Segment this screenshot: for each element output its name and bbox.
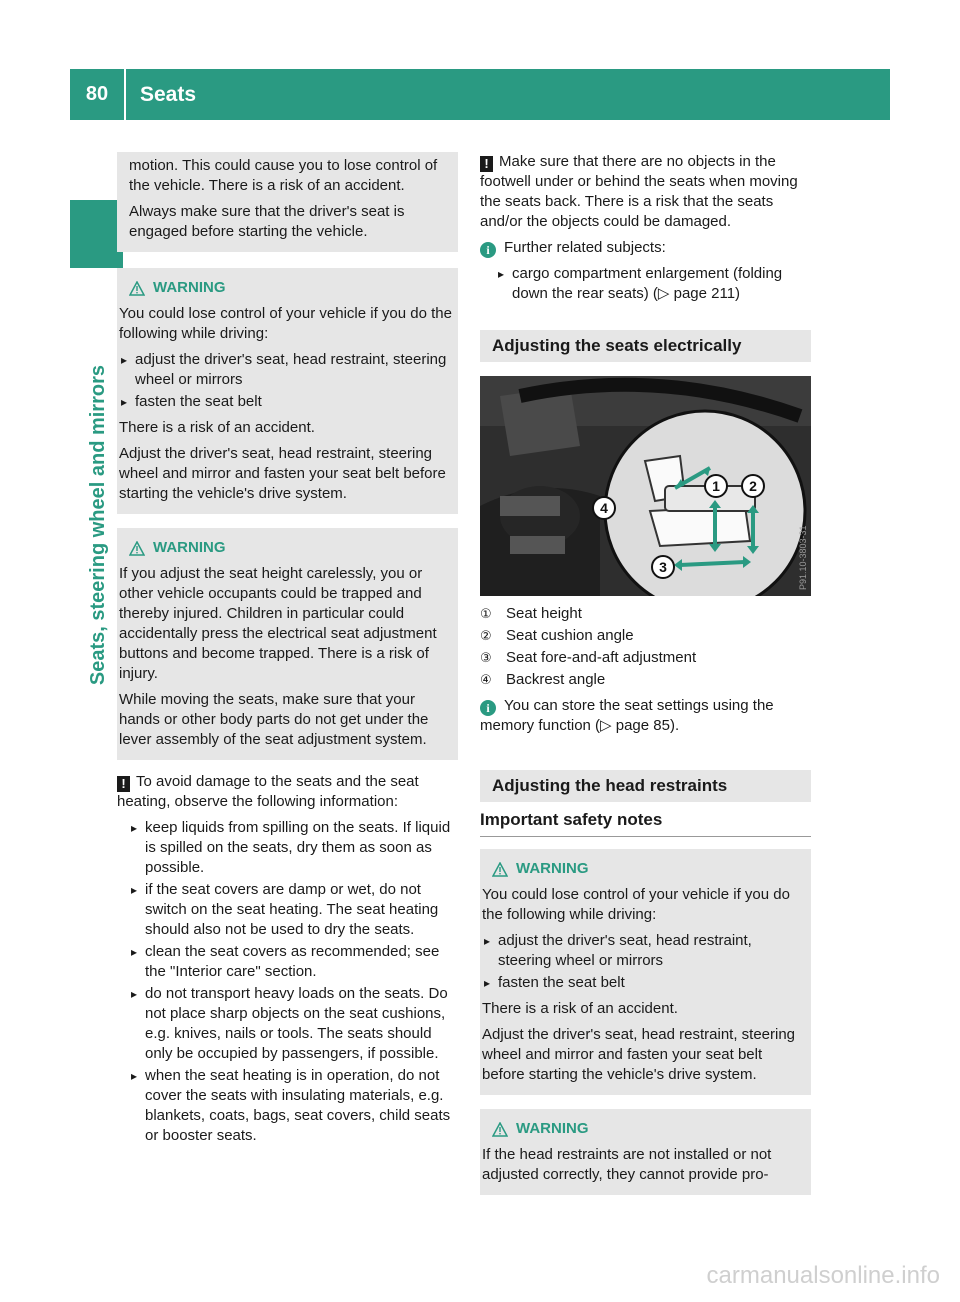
warning-heading — [117, 278, 458, 298]
svg-text:3: 3 — [659, 559, 667, 575]
warning-text: Adjust the driver's seat, head restraint, steering wheel and mirror and fasten your seat belt before starting the vehicle's drive system. — [119, 445, 446, 502]
warning-list — [119, 350, 452, 412]
warning-title: WARNING — [153, 539, 226, 556]
list-item: ▸ fasten the seat belt — [482, 973, 805, 993]
warning-box — [117, 528, 458, 760]
warning-heading — [480, 1119, 811, 1139]
list-item: ▸ clean the seat covers as recommended; see the "Interior care" section. — [129, 942, 458, 982]
figure-code: P91.10-3803-31 — [798, 525, 808, 590]
warning-title: WARNING — [516, 1120, 589, 1137]
page-number: 80 — [70, 69, 126, 120]
warning-text: While moving the seats, make sure that your hands or other body parts do not get under the lever assembly of the seat adjustment system. — [119, 691, 429, 748]
warning-text: If the head restraints are not installed or not adjusted correctly, they cannot provide pro- — [482, 1146, 772, 1183]
list-item: ▸ if the seat covers are damp or wet, do not switch on the seat heating. The seat heating should also not be used to dry the seats. — [129, 880, 458, 940]
section-title: Seats — [140, 82, 197, 106]
warning-box — [117, 268, 458, 514]
section-heading: Adjusting the seats electrically — [480, 330, 811, 362]
list-item: ▸ do not transport heavy loads on the seats. Do not place sharp objects on the seat cushions, e.g. knives, nails or tools. The seats should only be occupied by passengers, if possible. — [129, 984, 458, 1064]
memory-info — [480, 696, 811, 736]
note-text: To avoid damage to the seats and the seat heating, observe the following information: — [117, 773, 419, 810]
warning-triangle-icon — [492, 862, 508, 877]
intro-warning-box — [117, 152, 458, 252]
list-item: ▸ keep liquids from spilling on the seats. If liquid is spilled on the seats, dry them as soon as possible. — [129, 818, 458, 878]
notice-icon: ! — [480, 156, 493, 172]
warning-text: If you adjust the seat height carelessly, you or other vehicle occupants could be trapped and thereby injured. Children in particular could accidentally press the electrical seat adjustment buttons and become trapped. There is a risk of injury. — [119, 565, 437, 682]
side-tab-label-wrap — [85, 285, 111, 685]
callout-2 — [742, 475, 764, 497]
objects-note — [480, 152, 811, 232]
side-tab-label: Seats, steering wheel and mirrors — [86, 364, 109, 685]
warning-triangle-icon — [129, 541, 145, 556]
warning-title: WARNING — [153, 279, 226, 296]
warning-box — [480, 1109, 811, 1195]
seat-controls-illustration — [480, 376, 811, 596]
info-icon: i — [480, 700, 496, 716]
svg-text:1: 1 — [712, 478, 720, 494]
warning-text: There is a risk of an accident. — [482, 1000, 678, 1017]
left-column — [117, 152, 458, 1152]
warning-text: There is a risk of an accident. — [119, 419, 315, 436]
seat-controls-figure — [480, 376, 811, 596]
section-heading: Adjusting the head restraints — [480, 770, 811, 802]
warning-text: You could lose control of your vehicle if you do the following while driving: — [119, 305, 452, 342]
info-text: Further related subjects: — [504, 239, 666, 256]
related-info — [480, 238, 811, 304]
warning-heading — [480, 859, 811, 879]
side-tab-marker — [70, 200, 123, 268]
watermark: carmanualsonline.info — [706, 1262, 940, 1289]
info-icon: i — [480, 242, 496, 258]
callout-3 — [652, 556, 674, 578]
svg-text:2: 2 — [749, 478, 757, 494]
right-column — [480, 152, 811, 1195]
list-item: ▸ fasten the seat belt — [119, 392, 452, 412]
svg-text:4: 4 — [600, 500, 608, 516]
note-list — [117, 818, 458, 1146]
list-item: ▸ adjust the driver's seat, head restraint, steering wheel or mirrors — [119, 350, 452, 390]
warning-box — [480, 849, 811, 1095]
legend-item: ② Seat cushion angle — [480, 627, 634, 644]
warning-heading — [117, 538, 458, 558]
list-item: ▸ when the seat heating is in operation, do not cover the seats with insulating materials, e.g. blankets, coats, bags, seat covers, child seats or booster seats. — [129, 1066, 458, 1146]
warning-text: You could lose control of your vehicle if you do the following while driving: — [482, 886, 790, 923]
legend-item: ④ Backrest angle — [480, 671, 606, 688]
warning-text: Adjust the driver's seat, head restraint, steering wheel and mirror and fasten your seat belt before starting the vehicle's drive system. — [482, 1026, 796, 1083]
note-text: Make sure that there are no objects in the footwell under or behind the seats when moving the seats back. There is a risk that the seats and/or the objects could be damaged. — [480, 153, 798, 230]
callout-1 — [705, 475, 727, 497]
legend-item: ③ Seat fore-and-aft adjustment — [480, 649, 697, 666]
notice-icon: ! — [117, 776, 130, 792]
legend-item: ① Seat height — [480, 605, 582, 622]
legend — [480, 604, 811, 690]
info-list — [480, 264, 811, 304]
warning-list — [482, 931, 805, 993]
list-item: ▸ cargo compartment enlargement (folding down the rear seats) (▷ page 211) — [496, 264, 811, 304]
info-text: You can store the seat settings using the memory function (▷ page 85). — [480, 697, 774, 734]
callout-4 — [593, 497, 615, 519]
intro-para: motion. This could cause you to lose control of the vehicle. There is a risk of an accident. — [129, 157, 438, 194]
warning-triangle-icon — [492, 1122, 508, 1137]
warning-triangle-icon — [129, 281, 145, 296]
damage-note — [117, 772, 458, 1146]
intro-para: Always make sure that the driver's seat is engaged before starting the vehicle. — [129, 203, 405, 240]
list-item: ▸ adjust the driver's seat, head restraint, steering wheel or mirrors — [482, 931, 805, 971]
warning-title: WARNING — [516, 860, 589, 877]
subsection-heading: Important safety notes — [480, 804, 811, 837]
